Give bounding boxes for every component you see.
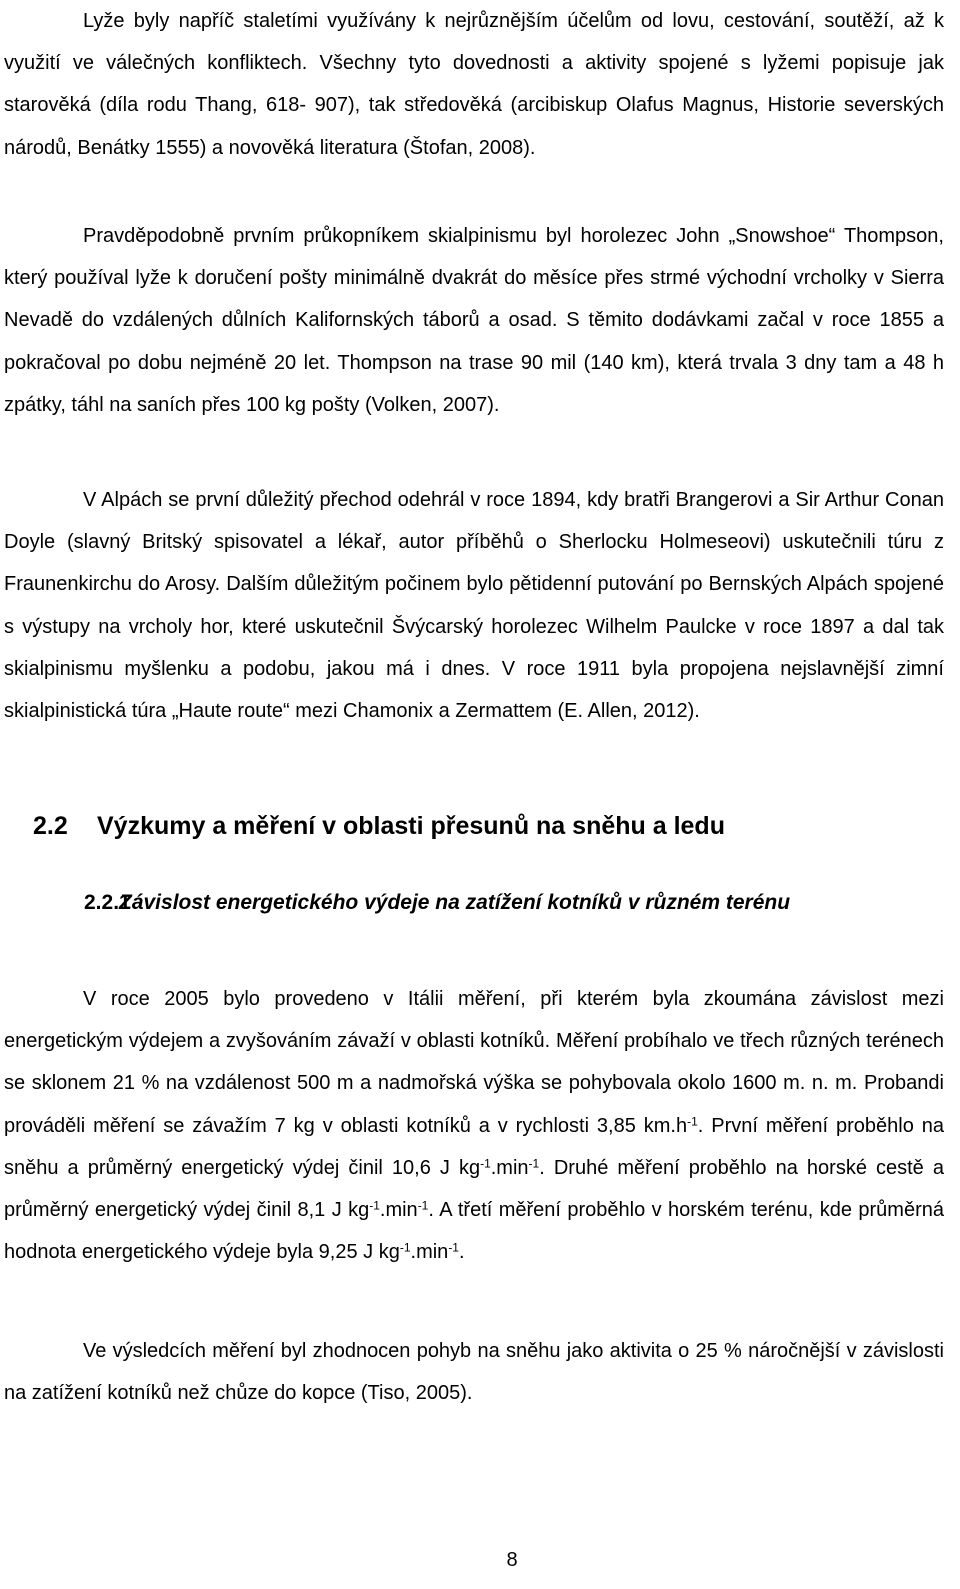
text-run: . První měření proběhlo na sněhu a průměrný energetický výdej činil 10,6 J kg [4, 1114, 945, 1179]
superscript: -1 [417, 1198, 429, 1213]
subsection-heading [84, 880, 944, 926]
text-run: . [458, 1241, 465, 1264]
text-run: .min [410, 1241, 449, 1264]
text-run: . A třetí měření proběhlo v horském terénu, kde průměrná hodnota energetického výdeje byla 9,25 J kg [4, 1199, 944, 1264]
superscript: -1 [448, 1240, 459, 1255]
text-run: . Druhé měření proběhlo na horské cestě a průměrný energetický výdej činil 8,1 J kg [4, 1156, 944, 1222]
superscript: -1 [528, 1156, 540, 1171]
subsection-title: Závislost energetického výdeje na zatížení kotníků v různém terénu [119, 891, 791, 914]
paragraph-results: Ve výsledcích měření byl zhodnocen pohyb na sněhu jako aktivita o 25 % náročnější v závislosti na zatížení kotníků než chůze do kopce (Tiso, 2005). [4, 1340, 944, 1405]
page-number: 8 [506, 1549, 518, 1571]
text-run: V roce 2005 bylo provedeno v Itálii měření, při kterém byla zkoumána závislost mezi energetickým výdejem a zvyšováním závaží v oblasti kotníků. Měření probíhalo ve třech různých terénech se sklonem 21 % na vzdálenost 500 m a nadmořská výška se pohybovala okolo 1600 m. n. m. Probandi prováděli měření se závažím 7 kg v oblasti kotníků a v rychlosti 3,85 km.h [4, 988, 944, 1137]
paragraph-thompson: Pravděpodobně prvním průkopníkem skialpinismu byl horolezec John „Snowshoe“ Thompson, který používal lyže k doručení pošty minimálně dvakrát do měsíce přes strmé východní vrcholky v Sierra Nevadě do vzdálených důlních Kalifornských táborů a osad. S těmito dodávkami začal v roce 1855 a pokračoval po dobu nejméně 20 let. Thompson na trase 90 mil (140 km), která trvala 3 dny tam a 48 h zpátky, táhl na saních přes 100 kg pošty (Volken, 2007). [4, 225, 944, 416]
superscript: -1 [480, 1156, 491, 1171]
section-number: 2.2 [33, 812, 68, 840]
superscript: -1 [687, 1114, 698, 1129]
section-heading [33, 806, 725, 846]
text-run: .min [490, 1156, 529, 1179]
paragraph-measurement [4, 978, 944, 1273]
superscript: -1 [399, 1240, 411, 1255]
text-run: .min [379, 1199, 418, 1222]
subsection-number: 2.2.1 [84, 891, 131, 914]
paragraph-ski-history: Lyže byly napříč staletími využívány k nejrůznějším účelům od lovu, cestování, soutěží, až k využití ve válečných konfliktech. Všechny tyto dovednosti a aktivity spojené s lyžemi popisuje jak starověká (díla rodu Thang, 618- 907), tak středověká (arcibiskup Olafus Magnus, Historie severských národů, Benátky 1555) a novověká literatura (Štofan, 2008). [4, 10, 944, 159]
section-title: Výzkumy a měření v oblasti přesunů na sněhu a ledu [97, 812, 725, 840]
superscript: -1 [369, 1198, 380, 1213]
paragraph-alps: V Alpách se první důležitý přechod odehrál v roce 1894, kdy bratři Brangerovi a Sir Arthur Conan Doyle (slavný Britský spisovatel a lékař, autor příběhů o Sherlocku Holmeseovi) uskutečnili túru z Fraunenkirchu do Arosy. Dalším důležitým počinem bylo pětidenní putování po Bernských Alpách spojené s výstupy na vrcholy hor, které uskutečnil Švýcarský horolezec Wilhelm Paulcke v roce 1897 a dal tak skialpinismu myšlenku a podobu, jakou má i dnes. V roce 1911 byla propojena nejslavnější zimní skialpinistická túra „Haute route“ mezi Chamonix a Zermattem (E. Allen, 2012). [4, 489, 944, 723]
